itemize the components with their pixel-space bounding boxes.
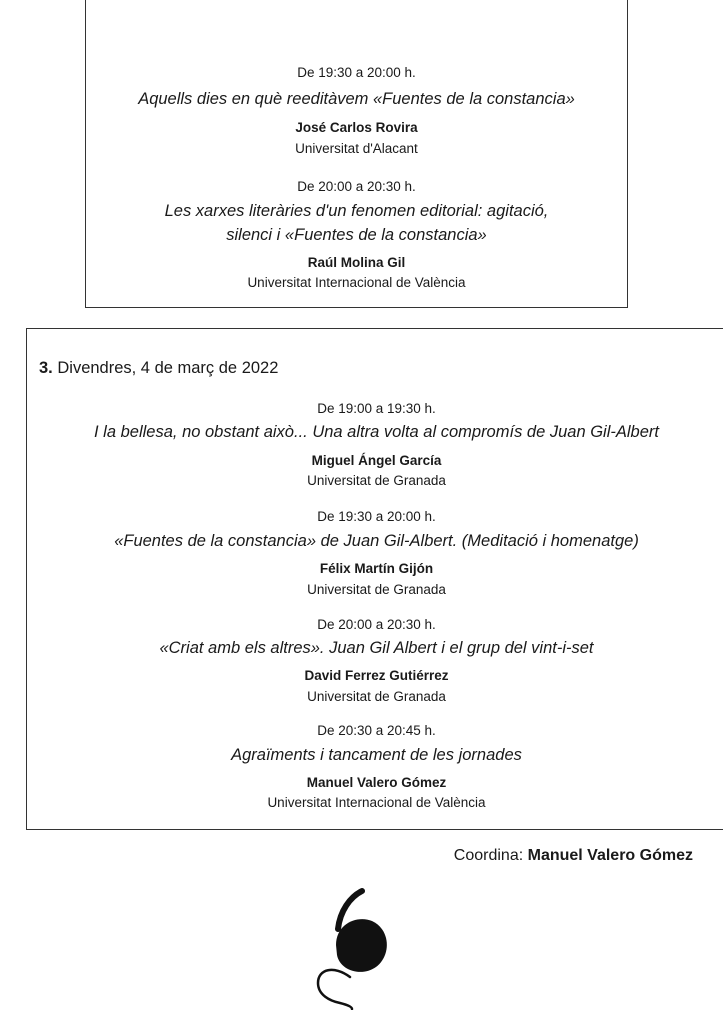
session-heading — [39, 359, 278, 378]
talk-title: «Fuentes de la constancia» de Juan Gil-Albert. (Meditació i homenatge) — [114, 532, 639, 550]
coordinator-name: Manuel Valero Gómez — [527, 847, 693, 864]
coordinator-credit — [454, 847, 693, 865]
talk-speaker: Miguel Ángel García — [311, 453, 442, 468]
logo-tail — [318, 970, 352, 1009]
talk-affiliation: Universitat Internacional de València — [267, 795, 486, 810]
coordina-label: Coordina: — [453, 847, 524, 864]
talk-time: De 20:30 a 20:45 h. — [317, 723, 436, 738]
talk-time: De 20:00 a 20:30 h. — [317, 617, 436, 632]
comma-logo-icon — [310, 885, 400, 1010]
talk-speaker: David Ferrez Gutiérrez — [304, 668, 449, 683]
session-number: 3. — [39, 359, 53, 377]
session-2-box — [85, 0, 628, 308]
talk-title-line-2: silenci i «Fuentes de la constancia» — [226, 226, 487, 244]
talk-title: I la bellesa, no obstant això... Una altra volta al compromís de Juan Gil-Albert — [94, 423, 659, 441]
session-3-box — [26, 328, 723, 830]
talk-time: De 19:30 a 20:00 h. — [317, 509, 436, 524]
talk-speaker: Félix Martín Gijón — [319, 561, 434, 576]
talk-title: Aquells dies en què reeditàvem «Fuentes de la constancia» — [138, 90, 575, 108]
logo-bowl — [336, 919, 387, 972]
talk-time: De 19:00 a 19:30 h. — [317, 401, 436, 416]
talk-speaker: José Carlos Rovira — [295, 120, 418, 135]
talk-title-line-1: Les xarxes literàries d'un fenomen editorial: agitació, — [164, 202, 549, 220]
talk-affiliation: Universitat Internacional de València — [247, 275, 466, 290]
talk-time: De 20:00 a 20:30 h. — [297, 179, 416, 194]
session-date: Divendres, 4 de març de 2022 — [57, 359, 279, 377]
talk-time: De 19:30 a 20:00 h. — [297, 65, 416, 80]
talk-speaker: Manuel Valero Gómez — [306, 775, 447, 790]
talk-title: Agraïments i tancament de les jornades — [231, 746, 522, 764]
talk-affiliation: Universitat d'Alacant — [295, 141, 418, 156]
talk-affiliation: Universitat de Granada — [307, 473, 446, 488]
talk-affiliation: Universitat de Granada — [307, 689, 446, 704]
talk-affiliation: Universitat de Granada — [307, 582, 446, 597]
talk-title: «Criat amb els altres». Juan Gil Albert i el grup del vint-i-set — [159, 639, 594, 657]
talk-speaker: Raúl Molina Gil — [307, 255, 406, 270]
